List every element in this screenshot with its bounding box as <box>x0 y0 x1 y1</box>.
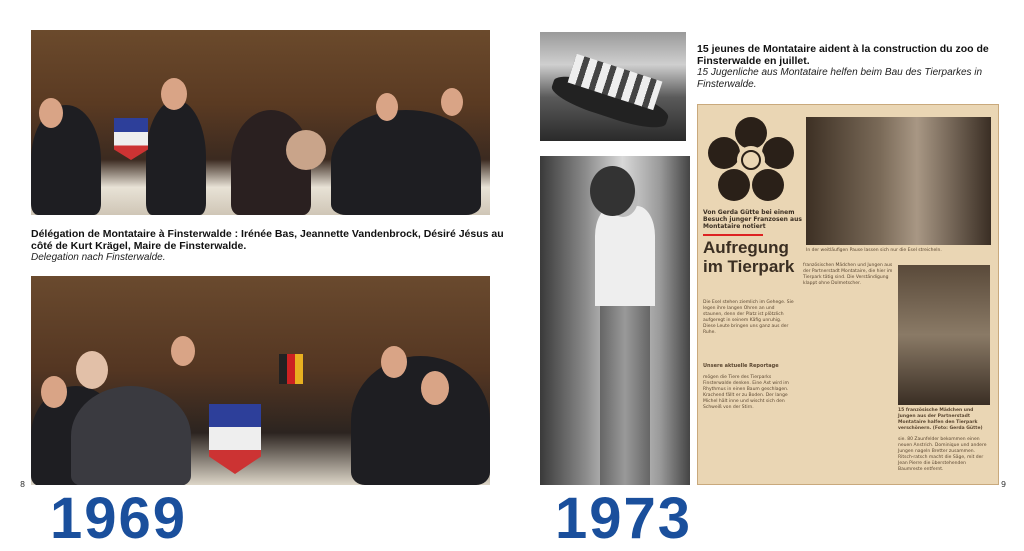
photo-girl-1973 <box>540 156 690 485</box>
caption-1969-block <box>31 228 511 264</box>
clipping-byline: Von Gerda Gütte bei einem Besuch junger Franzosen aus Montataire notiert <box>703 209 802 230</box>
photo-delegation-1969 <box>31 30 490 215</box>
red-underline <box>703 234 763 236</box>
flag-icon <box>114 118 148 160</box>
clipping-photo-caption-top: In der weitläufigen Pause lassen sich nur die Esel streicheln. <box>806 248 942 253</box>
clipping-section: Unsere aktuelle Reportage <box>703 363 779 369</box>
page-number-left: 8 <box>20 480 26 489</box>
clipping-body-4: sie. 80 Zaunfelder bekommen einen neuen Anstrich. Dominique und andere Jungen nageln Bretter zusammen. Ritsch-ratsch macht die Säge, mit der Jean Pierre die überstehenden Baumreste entfernt. <box>898 437 987 472</box>
clipping-body-3: französischen Mädchen und Jungen aus der Partnerstadt Montataire, die hier im Tierpark tätig sind. Die Verständigung klappt ohne Dolmetscher. <box>803 263 893 286</box>
clipping-body-1: Die Esel stehen ziemlich im Gehege. Sie legen ihre langen Ohren an und staunen, denn der Platz ist plötzlich aufgeregt in seinem Käfig unruhig. Diese Leute bringen uns ganz aus der Ruhe. <box>703 300 794 335</box>
photo-boat-1973 <box>540 32 686 141</box>
flower-logo-icon <box>706 115 796 205</box>
year-1973: 1973 <box>555 486 693 551</box>
clipping-photo-youth <box>898 265 990 405</box>
newspaper-clipping <box>697 104 999 485</box>
year-1969: 1969 <box>50 486 188 551</box>
clipping-body-2: mögen die Tiere des Tierparks Finsterwalde denken. Eine Axt wird im Rhythmus in einen Baum geschlagen. Krachend fällt er zu Boden. Der lange Michel hält inne und wischt sich den Schweiß von der Stirn. <box>703 375 789 410</box>
page-number-right: 9 <box>1001 480 1007 489</box>
clipping-photo-caption-bottom: 15 französische Mädchen und Jungen aus der Partnerstadt Montataire halfen den Tierpark verschönern. (Foto: Gerda Gütte) <box>898 408 983 431</box>
flag-icon <box>279 354 303 384</box>
caption-1973: 15 jeunes de Montataire aident à la construction du zoo de Finsterwalde en juillet. <box>697 43 989 67</box>
photo-dinner-1969 <box>31 276 490 485</box>
caption-1973-block <box>697 43 1007 91</box>
clipping-photo-donkeys <box>806 117 991 245</box>
caption-1969: Délégation de Montataire à Finsterwalde : Irénée Bas, Jeannette Vandenbrock, Désiré Jésus au côté de Kurt Krägel, Maire de Finsterwalde. <box>31 228 504 252</box>
clipping-headline: Aufregung im Tierpark <box>703 238 795 276</box>
caption-1969-german: Delegation nach Finsterwalde. <box>31 252 166 263</box>
flag-icon <box>209 404 261 474</box>
caption-1973-german: 15 Jugenliche aus Montataire helfen beim Bau des Tierparkes in Finsterwalde. <box>697 67 983 90</box>
